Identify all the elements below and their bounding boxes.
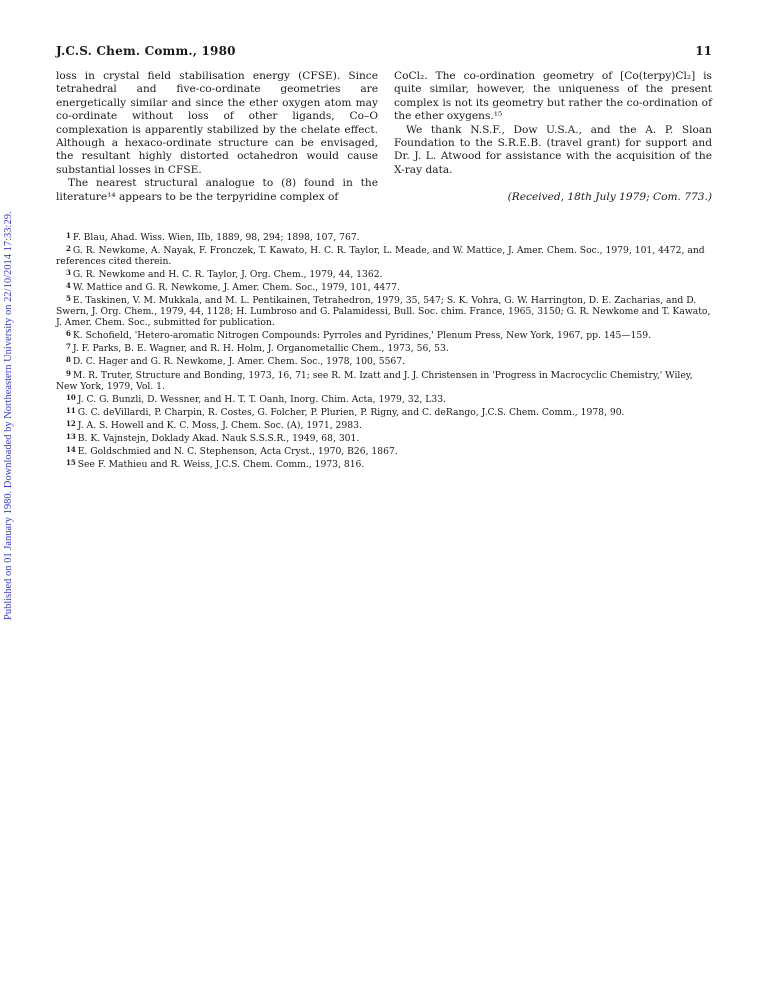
publication-note: Published on 01 January 1980. Downloaded by Northeastern University on 22/10/2014 17:33:29. — [3, 211, 14, 620]
reference-number: 8 — [66, 355, 71, 365]
reference-text: J. A. S. Howell and K. C. Moss, J. Chem. Soc. (A), 1971, 2983. — [77, 419, 362, 431]
acknowledgement-paragraph: We thank N.S.F., Dow U.S.A., and the A. P. Sloan Foundation to the S.R.E.B. (travel grant) for support and Dr. J. L. Atwood for assistance with the acquisition of the X-ray data. — [394, 123, 712, 176]
reference-number: 12 — [66, 418, 76, 428]
reference-item — [56, 405, 712, 418]
reference-number: 11 — [66, 405, 76, 415]
reference-number: 7 — [66, 342, 71, 352]
reference-item — [56, 341, 712, 354]
reference-text: J. F. Parks, B. E. Wagner, and R. H. Holm, J. Organometallic Chem., 1973, 56, 53. — [72, 343, 449, 355]
reference-text: M. R. Truter, Structure and Bonding, 1973, 16, 71; see R. M. Izatt and J. J. Christensen in 'Progress in Macrocyclic Chemistry,' Wiley, New York, 1979, Vol. 1. — [56, 369, 693, 392]
body-paragraph: The nearest structural analogue to (8) found in the literature¹⁴ appears to be the terpyridine complex of — [56, 177, 378, 203]
received-date: (Received, 18th July 1979; Com. 773.) — [507, 191, 712, 204]
reference-text: F. Blau, Ahad. Wiss. Wien, IIb, 1889, 98, 294; 1898, 107, 767. — [72, 232, 360, 243]
reference-text: E. Goldschmied and N. C. Stephenson, Acta Cryst., 1970, B26, 1867. — [77, 445, 398, 457]
reference-item — [56, 368, 712, 392]
reference-item — [56, 418, 712, 431]
reference-item — [56, 243, 712, 267]
reference-text: D. C. Hager and G. R. Newkome, J. Amer. Chem. Soc., 1978, 100, 5567. — [72, 356, 406, 368]
reference-item — [56, 392, 712, 405]
reference-item — [56, 230, 712, 243]
reference-number: 13 — [66, 431, 76, 441]
reference-text: G. R. Newkome and H. C. R. Taylor, J. Org. Chem., 1979, 44, 1362. — [72, 269, 383, 281]
journal-title: J.C.S. Chem. Comm., 1980 — [56, 44, 236, 58]
reference-item — [56, 328, 712, 341]
reference-number: 5 — [66, 294, 71, 304]
reference-text: K. Schofield, 'Hetero-aromatic Nitrogen Compounds: Pyrroles and Pyridines,' Plenum Press, New York, 1967, pp. 145—159. — [72, 330, 652, 342]
reference-number: 14 — [66, 444, 76, 454]
body-paragraph: loss in crystal field stabilisation energy (CFSE). Since tetrahedral and five-co-ordinate geometries are energetically similar and since the ether oxygen atom may co-ordinate without loss of other ligands, Co–O complexation is apparently stabilized by the chelate effect. Although a hexaco-ordinate structure can be envisaged, the resultant highly distorted octahedron would cause substantial losses in CFSE. — [56, 70, 378, 176]
reference-number: 10 — [66, 392, 76, 402]
page-header — [56, 44, 712, 62]
reference-text: B. K. Vajnstejn, Doklady Akad. Nauk S.S.S.R., 1949, 68, 301. — [77, 432, 360, 444]
reference-item — [56, 444, 712, 457]
body-paragraph: CoCl₂. The co-ordination geometry of [Co(terpy)Cl₂] is quite similar, however, the uniqueness of the present complex is not its geometry but rather the co-ordination of the ether oxygens.¹⁵ — [394, 70, 712, 123]
reference-text: W. Mattice and G. R. Newkome, J. Amer. Chem. Soc., 1979, 101, 4477. — [72, 282, 400, 294]
left-column — [56, 70, 378, 204]
page-number: 11 — [695, 44, 712, 58]
reference-item — [56, 354, 712, 367]
reference-number: 6 — [66, 329, 71, 339]
reference-item — [56, 280, 712, 293]
reference-number: 9 — [66, 368, 71, 378]
reference-number: 2 — [66, 244, 71, 254]
references-list — [56, 230, 712, 470]
reference-text: G. C. deVillardi, P. Charpin, R. Costes, G. Folcher, P. Plurien, P. Rigny, and C. deRango, J.C.S. Chem. Comm., 1978, 90. — [77, 406, 625, 418]
reference-text: See F. Mathieu and R. Weiss, J.C.S. Chem. Comm., 1973, 816. — [77, 458, 365, 470]
reference-text: G. R. Newkome, A. Nayak, F. Fronczek, T. Kawato, H. C. R. Taylor, L. Meade, and W. Mattice, J. Amer. Chem. Soc., 1979, 101, 4472, and references cited therein. — [56, 245, 705, 268]
reference-number: 3 — [66, 268, 71, 278]
reference-item — [56, 431, 712, 444]
reference-item — [56, 457, 712, 470]
reference-text: J. C. G. Bunzli, D. Wessner, and H. T. T. Oanh, Inorg. Chim. Acta, 1979, 32, L33. — [77, 393, 446, 405]
reference-text: E. Taskinen, V. M. Mukkala, and M. L. Pentikainen, Tetrahedron, 1979, 35, 547; S. K. Vohra, G. W. Harrington, D. E. Zacharias, and D. Swern, J. Org. Chem., 1979, 44, 1128; H. Lumbroso and G. Palamidessi, Bull. Soc. chim. France, 1965, 3150; G. R. Newkome and T. Kawato, J. Amer. Chem. Soc., submitted for publication. — [56, 295, 711, 329]
reference-item — [56, 293, 712, 328]
reference-number: 15 — [66, 457, 76, 467]
reference-number: 4 — [66, 281, 71, 291]
publication-sidebar — [3, 170, 17, 620]
reference-item — [56, 267, 712, 280]
right-column — [394, 70, 712, 205]
reference-number: 1 — [66, 231, 71, 240]
